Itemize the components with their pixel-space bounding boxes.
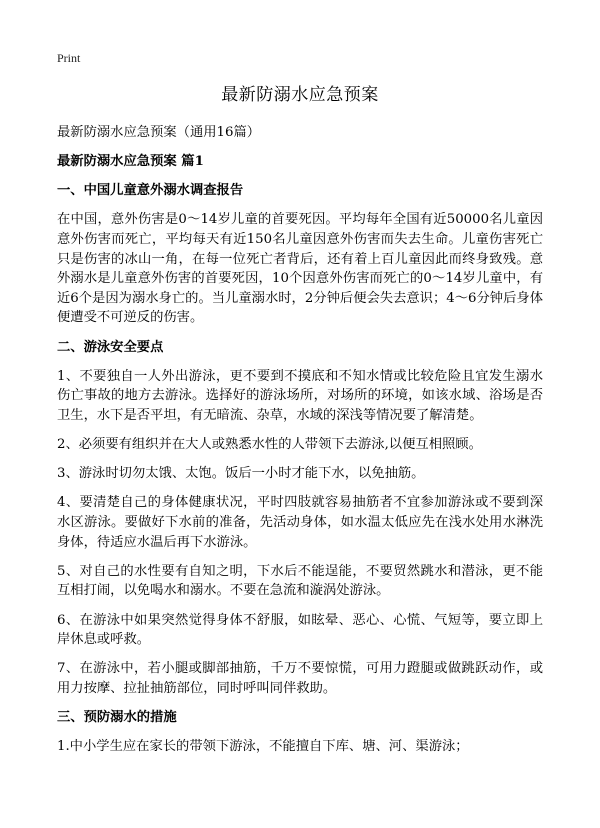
safety-point-7: 7、在游泳中，若小腿或脚部抽筋，千万不要惊慌，可用力蹬腿或做跳跃动作，或用力按摩、拉扯抽筋部位，同时呼叫同伴救助。 — [57, 661, 543, 696]
article-heading: 最新防溺水应急预案 篇1 — [57, 154, 204, 169]
document-page — [57, 47, 543, 767]
safety-point-1: 1、不要独自一人外出游泳，更不要到不摸底和不知水情或比较危险且宜发生溺水伤亡事故的地方去游泳。选择好的游泳场所，对场所的环境，如该水域、浴场是否卫生，水下是否平坦，有无暗流、杂草，水域的深浅等情况要了解清楚。 — [57, 368, 543, 423]
safety-point-4: 4、要清楚自己的身体健康状况，平时四肢就容易抽筋者不宜参加游泳或不要到深水区游泳。要做好下水前的准备，先活动身体，如水温太低应先在浅水处用水淋洗身体，待适应水温后再下水游泳。 — [57, 495, 543, 550]
document-title: 最新防溺水应急预案 — [221, 85, 379, 105]
document-subtitle: 最新防溺水应急预案（通用16篇） — [57, 125, 261, 140]
prevention-measure-1: 1.中小学生应在家长的带领下游泳，不能擅自下库、塘、河、渠游泳； — [57, 739, 469, 755]
section-2-heading: 二、游泳安全要点 — [57, 339, 164, 355]
section-swimming-safety — [57, 338, 543, 699]
safety-point-3: 3、游泳时切勿太饿、太饱。饭后一小时才能下水，以免抽筋。 — [57, 466, 425, 482]
section-1-heading: 一、中国儿童意外溺水调查报告 — [57, 183, 244, 199]
safety-point-5: 5、对自己的水性要有自知之明，下水后不能逞能，不要贸然跳水和潜泳，更不能互相打闹，以免喝水和溺水。不要在急流和漩涡处游泳。 — [57, 563, 543, 599]
section-3-heading: 三、预防溺水的措施 — [57, 710, 177, 726]
survey-paragraph: 在中国，意外伤害是0～14岁儿童的首要死因。平均每年全国有近50000名儿童因意外伤害而死亡，平均每天有近150名儿童因意外伤害而失去生命。儿童伤害死亡只是伤害的冰山一角，在每一位死亡者背后，还有着上百儿童因此而终身致残。意外溺水是儿童意外伤害的首要死因，10个因意外伤害而死亡的0～14岁儿童中，有近6个是因为溺水身亡的。当儿童溺水时，2分钟后便会失去意识；4～6分钟后身体便遭受不可逆反的伤害。 — [57, 212, 543, 326]
safety-point-2: 2、必须要有组织并在大人或熟悉水性的人带领下去游泳,以便互相照顾。 — [57, 437, 482, 453]
print-link[interactable]: Print — [57, 51, 81, 65]
section-prevention-measures — [57, 708, 543, 757]
section-survey-report — [57, 181, 543, 328]
safety-point-6: 6、在游泳中如果突然觉得身体不舒服，如眩晕、恶心、心慌、气短等，要立即上岸休息或呼救。 — [57, 612, 543, 648]
